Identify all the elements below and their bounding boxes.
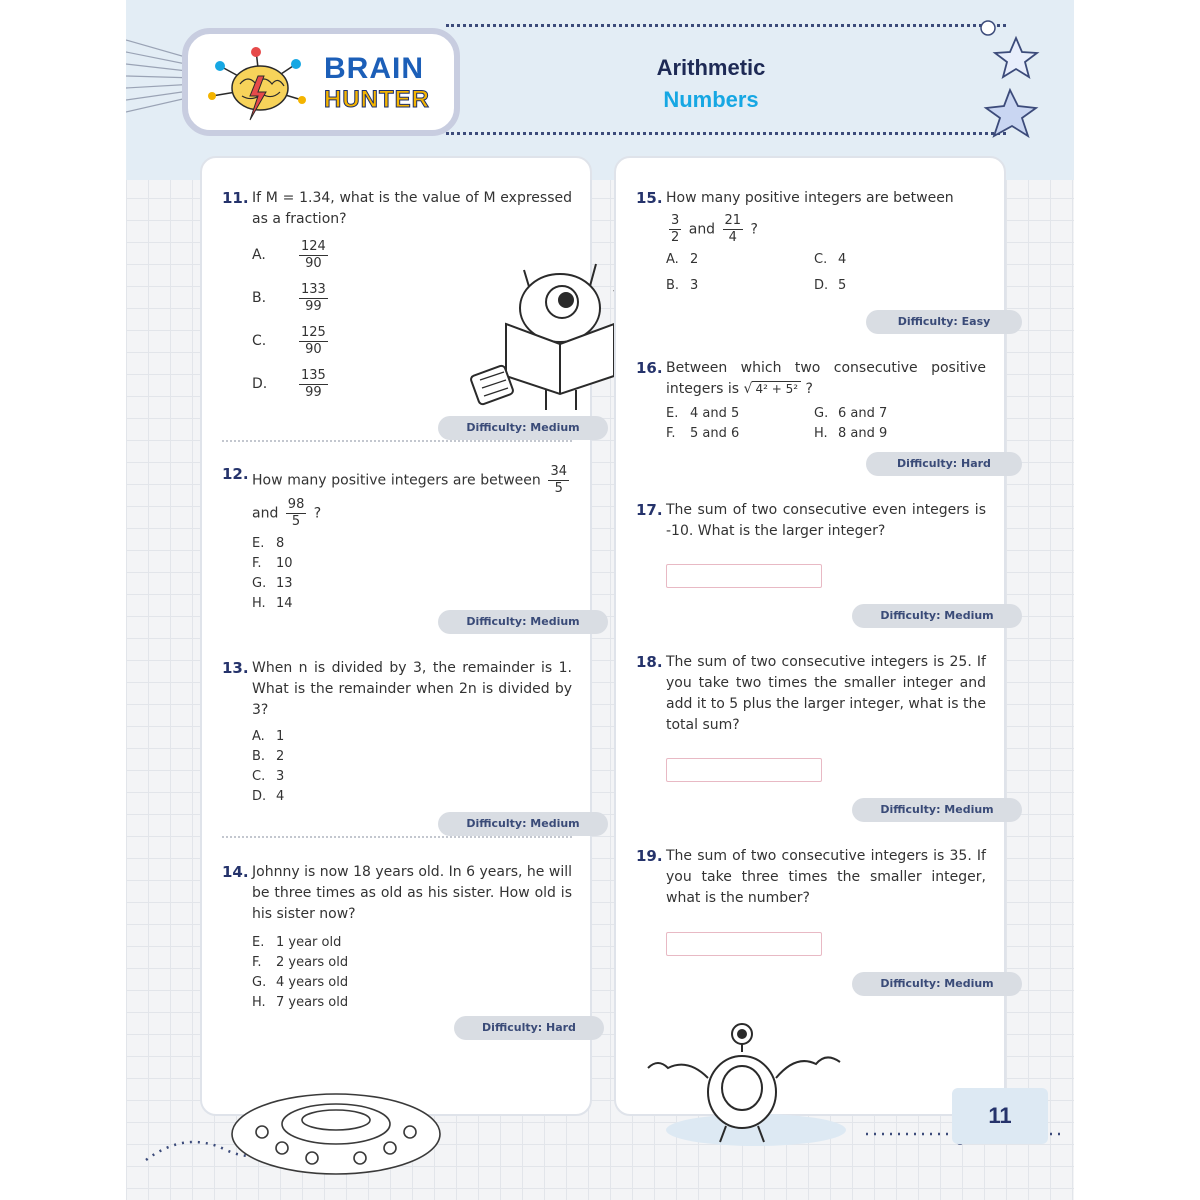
option-letter: H. bbox=[252, 995, 266, 1010]
option-text: 4 and 5 bbox=[690, 406, 740, 421]
fraction-denominator: 4 bbox=[728, 230, 737, 245]
difficulty-badge: Difficulty: Medium bbox=[852, 798, 1022, 822]
question-text: The sum of two consecutive integers is 35. If you take three times the smaller integer, what is the number? bbox=[666, 848, 986, 906]
option-text: 5 and 6 bbox=[690, 426, 740, 441]
fraction-denominator: 90 bbox=[305, 256, 322, 271]
header-dotted-line-bottom bbox=[446, 132, 1006, 135]
question-text-and: and bbox=[252, 505, 279, 522]
chapter-heading bbox=[596, 52, 826, 116]
answer-option[interactable] bbox=[252, 574, 572, 594]
answer-option[interactable] bbox=[666, 250, 814, 270]
option-text: 13 bbox=[276, 576, 293, 591]
question-text: The sum of two consecutive even integers is -10. What is the larger integer? bbox=[666, 502, 986, 539]
answer-option[interactable] bbox=[252, 787, 572, 807]
option-text: 4 years old bbox=[276, 975, 349, 990]
fraction-numerator: 3 bbox=[671, 213, 680, 228]
right-question-column bbox=[614, 156, 1006, 1116]
question-number: 12. bbox=[222, 465, 249, 483]
option-letter: D. bbox=[814, 278, 829, 293]
chapter-title: Arithmetic bbox=[656, 55, 766, 80]
fraction bbox=[548, 464, 569, 497]
option-letter: E. bbox=[252, 536, 265, 551]
question-17 bbox=[636, 500, 986, 542]
question-text bbox=[252, 464, 572, 530]
question-text-and: and bbox=[688, 221, 716, 238]
answer-options bbox=[252, 933, 572, 1013]
difficulty-badge: Difficulty: Hard bbox=[454, 1016, 604, 1040]
option-letter: F. bbox=[252, 556, 262, 571]
option-letter: H. bbox=[814, 426, 828, 441]
question-16 bbox=[636, 358, 986, 444]
question-text bbox=[666, 358, 986, 400]
question-number: 18. bbox=[636, 653, 663, 671]
option-text: 4 bbox=[838, 252, 847, 267]
difficulty-badge: Difficulty: Medium bbox=[852, 972, 1022, 996]
difficulty-badge: Difficulty: Medium bbox=[438, 812, 608, 836]
fraction-denominator: 5 bbox=[554, 481, 563, 496]
answer-option[interactable] bbox=[666, 276, 814, 296]
answer-option[interactable] bbox=[252, 973, 572, 993]
question-text-part: How many positive integers are between bbox=[252, 472, 541, 489]
square-root: √ 4² + 5² bbox=[744, 379, 802, 400]
question-number: 16. bbox=[636, 359, 663, 377]
option-text: 7 years old bbox=[276, 995, 349, 1010]
question-text: When n is divided by 3, the remainder is 1. What is the remainder when 2n is divided by 3? bbox=[252, 660, 572, 718]
answer-option[interactable] bbox=[814, 404, 962, 424]
option-letter: E. bbox=[252, 935, 265, 950]
answer-options bbox=[666, 404, 986, 444]
option-letter: E. bbox=[666, 406, 679, 421]
fraction-numerator: 133 bbox=[301, 282, 326, 297]
option-letter: D. bbox=[252, 376, 268, 392]
option-letter: F. bbox=[252, 955, 262, 970]
option-letter: C. bbox=[814, 252, 828, 267]
question-number: 17. bbox=[636, 501, 663, 519]
fraction bbox=[723, 213, 744, 246]
fraction-numerator: 34 bbox=[550, 464, 567, 479]
fraction-denominator: 2 bbox=[671, 230, 680, 245]
option-text: 6 and 7 bbox=[838, 406, 888, 421]
option-text: 2 bbox=[276, 749, 285, 764]
option-letter: G. bbox=[814, 406, 829, 421]
option-letter: C. bbox=[252, 769, 266, 784]
question-19 bbox=[636, 846, 986, 909]
question-text: If M = 1.34, what is the value of M expressed as a fraction? bbox=[252, 190, 572, 227]
option-text: 5 bbox=[838, 278, 847, 293]
difficulty-badge: Difficulty: Hard bbox=[866, 452, 1022, 476]
question-number: 11. bbox=[222, 189, 249, 207]
option-text: 10 bbox=[276, 556, 293, 571]
option-text: 1 bbox=[276, 729, 285, 744]
question-15 bbox=[636, 188, 986, 296]
fraction bbox=[286, 497, 307, 530]
brain-hunter-logo bbox=[182, 28, 460, 136]
option-text: 4 bbox=[276, 789, 285, 804]
fraction-denominator: 99 bbox=[305, 385, 322, 400]
monster-waving-illustration bbox=[646, 1018, 846, 1148]
fraction bbox=[299, 239, 328, 272]
fraction bbox=[299, 325, 328, 358]
answer-options bbox=[252, 727, 572, 807]
question-text: How many positive integers are between bbox=[666, 190, 954, 206]
ufo-illustration bbox=[216, 1080, 456, 1190]
answer-option[interactable] bbox=[252, 554, 572, 574]
logo-word-hunter: HUNTER bbox=[324, 86, 430, 113]
question-text-fractions bbox=[666, 213, 986, 246]
question-number: 19. bbox=[636, 847, 663, 865]
answer-input-box[interactable] bbox=[666, 564, 822, 588]
answer-option[interactable] bbox=[814, 424, 962, 444]
answer-option[interactable] bbox=[252, 747, 572, 767]
question-13 bbox=[222, 658, 572, 807]
answer-option[interactable] bbox=[252, 953, 572, 973]
answer-option[interactable] bbox=[252, 534, 572, 554]
difficulty-badge: Difficulty: Medium bbox=[438, 416, 608, 440]
option-text: 2 bbox=[690, 252, 699, 267]
option-letter: B. bbox=[252, 749, 266, 764]
radicand: 4² + 5² bbox=[752, 381, 801, 396]
option-letter: B. bbox=[252, 290, 267, 306]
fraction bbox=[669, 213, 681, 246]
brain-icon bbox=[206, 46, 310, 126]
option-letter: B. bbox=[666, 278, 680, 293]
chapter-subtitle: Numbers bbox=[663, 87, 759, 112]
answer-input-box[interactable] bbox=[666, 932, 822, 956]
workbook-page bbox=[126, 0, 1074, 1200]
answer-option[interactable] bbox=[666, 404, 814, 424]
difficulty-badge: Difficulty: Medium bbox=[438, 610, 608, 634]
option-letter: A. bbox=[666, 252, 679, 267]
header-dotted-line-top bbox=[446, 24, 1006, 27]
fraction-denominator: 99 bbox=[305, 299, 322, 314]
option-letter: G. bbox=[252, 576, 267, 591]
separator bbox=[222, 440, 572, 442]
separator bbox=[222, 836, 572, 838]
option-letter: G. bbox=[252, 975, 267, 990]
fraction-numerator: 125 bbox=[301, 325, 326, 340]
fraction bbox=[299, 368, 328, 401]
option-text: 1 year old bbox=[276, 935, 342, 950]
difficulty-badge: Difficulty: Easy bbox=[866, 310, 1022, 334]
option-text: 2 years old bbox=[276, 955, 349, 970]
option-text: 14 bbox=[276, 596, 293, 611]
answer-option[interactable] bbox=[666, 424, 814, 444]
option-letter: H. bbox=[252, 596, 266, 611]
difficulty-badge: Difficulty: Medium bbox=[852, 604, 1022, 628]
fraction-numerator: 124 bbox=[301, 239, 326, 254]
fraction-numerator: 98 bbox=[287, 497, 305, 512]
question-text: Johnny is now 18 years old. In 6 years, he will be three times as old as his sister. How old is his sister now? bbox=[252, 864, 572, 922]
fraction-denominator: 90 bbox=[305, 342, 322, 357]
answer-option[interactable] bbox=[814, 250, 962, 270]
fraction-denominator: 5 bbox=[291, 514, 301, 529]
option-text: 8 and 9 bbox=[838, 426, 888, 441]
option-letter: C. bbox=[252, 333, 267, 349]
option-text: 3 bbox=[690, 278, 699, 293]
question-14 bbox=[222, 862, 572, 1013]
answer-options bbox=[252, 534, 572, 614]
fraction-numerator: 135 bbox=[301, 368, 326, 383]
question-mark: ? bbox=[313, 505, 322, 522]
fraction-numerator: 21 bbox=[724, 213, 742, 228]
option-letter: F. bbox=[666, 426, 676, 441]
question-18 bbox=[636, 652, 986, 736]
logo-wordmark bbox=[324, 54, 430, 112]
logo-word-brain: BRAIN bbox=[324, 52, 424, 85]
question-number: 14. bbox=[222, 863, 249, 881]
answer-option[interactable] bbox=[252, 727, 572, 747]
answer-option[interactable] bbox=[814, 276, 962, 296]
question-12 bbox=[222, 464, 572, 614]
question-mark: ? bbox=[750, 221, 758, 238]
option-letter: A. bbox=[252, 247, 266, 263]
question-mark: ? bbox=[805, 381, 813, 397]
answer-option[interactable] bbox=[252, 993, 572, 1013]
option-text: 8 bbox=[276, 536, 285, 551]
option-text: 3 bbox=[276, 769, 285, 784]
question-number: 15. bbox=[636, 189, 663, 207]
option-letter: D. bbox=[252, 789, 267, 804]
fraction bbox=[299, 282, 328, 315]
answer-input-box[interactable] bbox=[666, 758, 822, 782]
stars-decoration bbox=[966, 18, 1056, 148]
answer-option[interactable] bbox=[252, 933, 572, 953]
question-text: The sum of two consecutive integers is 25. If you take two times the smaller integer and add it to 5 plus the larger integer, what is the total sum? bbox=[666, 654, 986, 733]
answer-option[interactable] bbox=[252, 767, 572, 787]
question-text-part: Between which two consecutive positive integers is bbox=[666, 360, 986, 397]
question-number: 13. bbox=[222, 659, 249, 677]
answer-options bbox=[666, 250, 986, 296]
option-letter: A. bbox=[252, 729, 265, 744]
page-number: 11 bbox=[952, 1088, 1048, 1144]
